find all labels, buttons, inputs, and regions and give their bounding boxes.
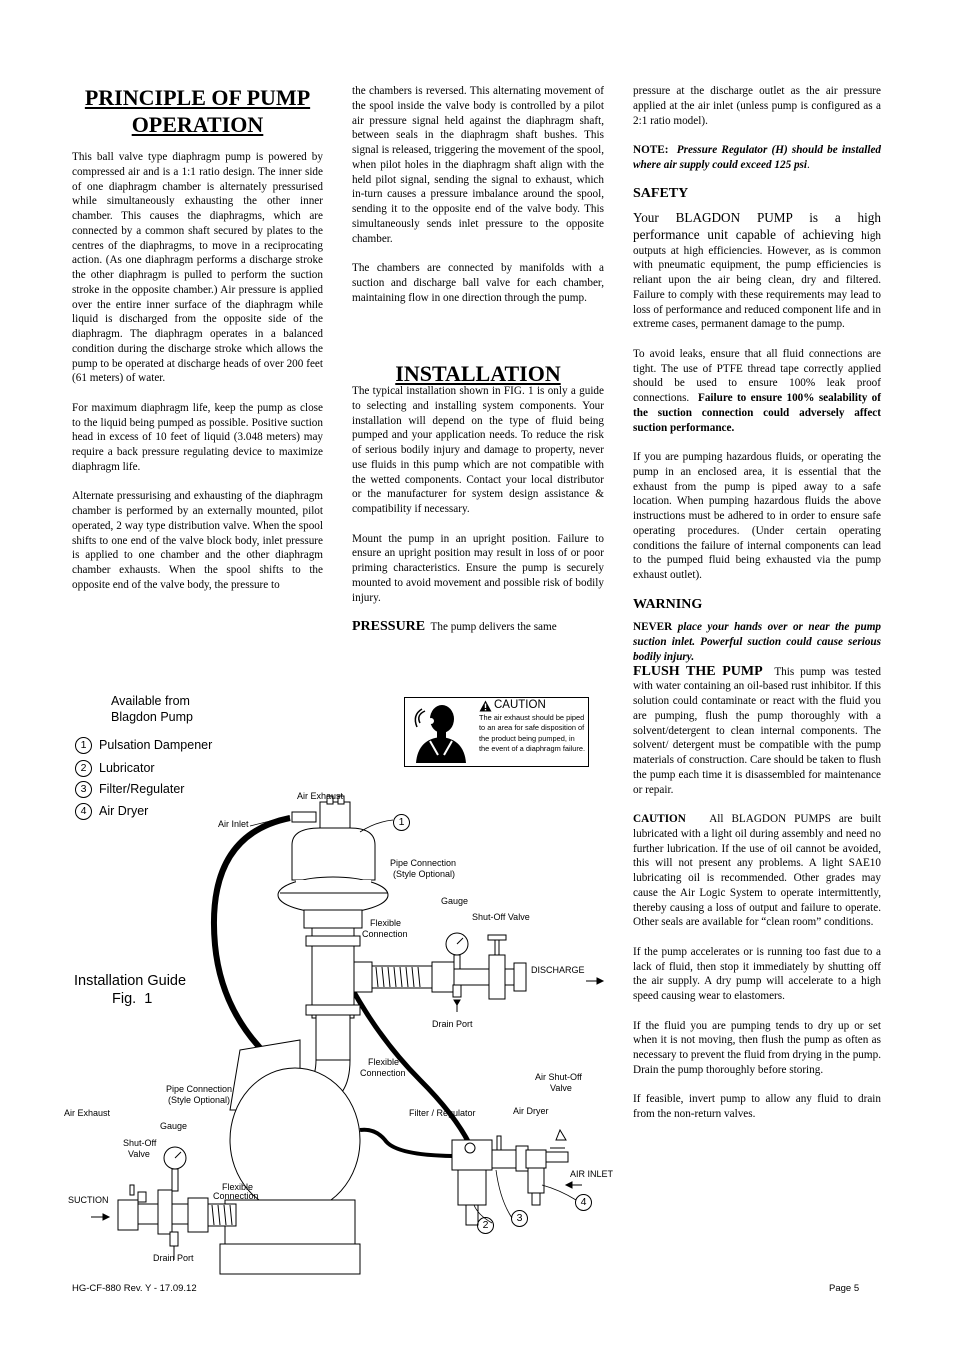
label-drain-port-top: Drain Port [432,1019,473,1029]
caution-title: CAUTION [494,699,546,711]
note-label: NOTE: [633,144,669,156]
note-text: Pressure Regulator (H) should be installed where air supply could exceed 125 psi [633,144,881,171]
legend-label-4: Air Dryer [99,804,149,818]
never-paragraph [633,620,881,664]
caution-label: CAUTION [633,813,686,825]
label-shutoff-left-1: Shut-Off [123,1138,157,1148]
label-air-shutoff-1: Air Shut-Off [535,1072,582,1082]
diagram-number-2: 2 [477,1217,494,1234]
label-filter-regulator: Filter / Regulator [409,1108,476,1118]
flush-heading: FLUSH THE PUMP [633,663,763,679]
label-air-exhaust-left: Air Exhaust [64,1108,111,1118]
legend-label-2: Lubricator [99,761,155,775]
pulsation-dampener [292,828,375,880]
safety-heading: SAFETY [633,186,689,202]
principle-paragraph-1: This ball valve type diaphragm pump is powered by compressed air and is a 1:1 ratio design. The inner side of one diaphragm chamber is alternately pressurised while simultaneously exhausting the other inner chamber. This causes the diaphragms, which are connected by a common shaft secured by plates to the centres of the diaphragms, to move in a reciprocating action. (As one diaphragm performs a discharge stroke the other diaphragm is pulled to perform the suction stroke in the opposite chamber.) Air pressure is applied over the entire inner surface of the diaphragm while liquid is discharged from the opposite side of the diaphragm. The diaphragm operates in a balanced condition during the discharge stroke which allows the pump to be operated at discharge heads of over 200 feet (61 meters) of water. [72,151,323,385]
filter-hose [360,1130,452,1156]
never-label: NEVER [633,621,673,634]
pressure-text: The pump delivers the same [430,621,557,633]
label-pipe-connection-top-1: Pipe Connection [390,858,457,868]
installation-guide-label: Installation Guide [74,973,187,989]
leaks-bold: Failure to ensure 100% sealability of the suction connection could adversely affect suction performance. [633,392,882,434]
installation-paragraph-2: Mount the pump in an upright position. Failure to ensure an upright position may result in loss of or poor priming characteristics. Ensure the pump is securely mounted to avoid movement and possible risk of bodily injury. [352,532,604,604]
label-flexible-left-1: Flexible [222,1182,254,1192]
label-gauge-top: Gauge [441,896,469,906]
pressure-continued: pressure at the discharge outlet as the air pressure applied at the air inlet (unless pump is configured as a 2:1 ratio model). [633,85,881,127]
warning-person-icon [408,701,474,763]
diagram-number-4: 4 [575,1194,592,1211]
warning-heading: WARNING [633,596,703,612]
flush-paragraph [633,665,881,798]
safety-rest: high outputs at high efficiencies. However, as is common with pneumatic equipment, the pump efficiencies is reliant upon the air being clean, dry and filtered. Failure to comply with these requirements may lead to loss of performance and reduced component life and in extreme cases, permanent damage to the pump. [633,229,882,331]
leaks-text: To avoid leaks, ensure that all fluid connections are tight. The use of PTFE thread tape correctly applied should be used to ensure 100% leak proof connections. [633,347,881,404]
principle-title: PRINCIPLE OF PUMP OPERATION [84,85,311,137]
installation-diagram [0,780,954,1280]
safety-paragraph [633,210,881,332]
label-drain-port-bottom: Drain Port [153,1253,194,1263]
legend-label-1: Pulsation Dampener [99,738,213,752]
available-line-1: Available from [111,694,190,708]
column-1 [72,150,323,607]
label-flexible-top-1: Flexible [370,918,402,928]
available-line-2: Blagdon Pump [111,710,194,724]
label-flexible-top-2: Connection [362,929,408,939]
label-shutoff-valve-top: Shut-Off Valve [472,912,530,922]
installation-paragraph-1: The typical installation shown in FIG. 1 is only a guide to selecting and installing system components. Your installation will depend on the type of fluid being pumped and your application needs. To reduce the risk of serious bodily injury and damage to property, never use fluids in this pump which are not compatible with the wetted components. Contact your local distributor or the manufacturer for system design assistance & compatibility if necessary. [352,385,604,515]
installation-title-spacer [352,320,604,384]
safety-lead: Your BLAGDON PUMP is a high performance unit capable of achieving [633,210,881,242]
flush-text: This pump was tested with water containing an oil-based rust inhibitor. If this solution could contaminate or react with the fluid you are pumping, flush the pump thoroughly with a solvent/detergent to clean internal components. The solvent/ detergent must be compatible with the pump materials of construction. Care should be taken to flush the pump each time it is disassembled for maintenance or repair. [633,665,881,796]
label-suction: SUCTION [68,1195,109,1205]
legend-number-2: 2 [75,760,92,777]
installation-title: INSTALLATION [395,361,561,386]
dry-paragraph: If the fluid you are pumping tends to dry up or set when it is not moving, then flush the pump as often as necessary to prevent the fluid from drying in the pump. Drain the pump thoroughly before storing. [633,1019,881,1076]
hazard-paragraph: If you are pumping hazardous fluids, or operating the pump in an enclosed area, it is essential that the exhaust from the pump is piped away to a safe location. When pumping hazardous fluids the above instructions must be adhered to in order to ensure safe operating procedures. (Under certain operating conditions the failure of internal components can lead to the pumped fluid being exhausted via the pump exhaust outlet). [633,451,881,581]
footer-document-id: HG-CF-880 Rev. Y - 17.09.12 [72,1283,197,1294]
label-discharge: DISCHARGE [531,965,585,975]
accelerate-paragraph: If the pump accelerates or is running too fast due to a lack of fluid, then stop it immediately by shutting off the air supply. A dry pump will accelerate to a high speed causing wear to elastomers. [633,945,881,1002]
pressure-paragraph [352,620,604,635]
label-air-inlet: Air Inlet [218,819,249,829]
legend-label-3: Filter/Regulater [99,782,185,796]
label-shutoff-left-2: Valve [128,1149,150,1159]
label-gauge-left: Gauge [160,1121,188,1131]
label-flexible-mid-1: Flexible [368,1057,400,1067]
diagram-number-3: 3 [511,1210,528,1227]
label-pipe-connection-top-2: (Style Optional) [393,869,456,879]
caution-box [404,697,589,767]
label-air-shutoff-2: Valve [550,1083,572,1093]
principle-paragraph-2: For maximum diaphragm life, keep the pump as close to the liquid being pumped as possible. Positive suction head in excess of 10 feet of liquid (3.048 meters) may require a back pressure regulating device to maximize diaphragm life. [72,401,323,473]
principle-paragraph-5: The chambers are connected by manifolds with a suction and discharge ball valve for each chamber, maintaining flow in one direction through the pump. [352,262,604,304]
column-2 [352,84,604,650]
legend-number-3: 3 [75,781,92,798]
label-flexible-mid-2: Connection [360,1068,406,1078]
caution-body: The air exhaust should be piped to an area for safe disposition of the product being pumped, in the event of a diaphragm failure. [479,713,585,753]
principle-paragraph-4: the chambers is reversed. This alternating movement of the spool inside the valve body is controlled by a pilot air pressure signal held against the diaphragm shaft, between seals in the diaphragm shaft bushes. This signal is released, triggering the movement of the spool, when pilot holes in the diaphragm shaft align with the held pilot signal, sending the signal to exhaust, which in-turn causes a pressure imbalance around the spool, sending it to the opposite end of the valve body. This simultaneously sends inlet pressure to the opposite chamber. [352,85,604,245]
leaks-paragraph [633,347,881,436]
figure-number-label: Fig. 1 [112,991,153,1007]
never-text: place your hands over or near the pump suction inlet. Powerful suction could cause serious bodily injury. [633,621,881,663]
note-paragraph: NOTE: Pressure Regulator (H) should be installed where air supply could exceed 125 psi. [633,144,881,171]
label-air-exhaust-top: Air Exhaust [297,791,344,801]
diagram-number-1: 1 [393,814,410,831]
pressure-heading: PRESSURE [352,619,426,634]
caution-triangle-icon [479,700,492,712]
caution-text: All BLAGDON PUMPS are built lubricated with a light oil during assembly and need no further lubrication. If the use of oil cannot be avoided, this will not present any problems. A light SAE10 lubricating oil is recommended. Other grades may cause the Air Logic System to operate intermittently, thereby causing a loss of output and failure to operate. Other seals are available for “clean room” conditions. [633,813,881,929]
legend-number-1: 1 [75,737,92,754]
principle-paragraph-3: Alternate pressurising and exhausting of the diaphragm chamber is performed by an externally mounted, pilot operated, 2 way type distribution valve. When the spool shifts to one end of the valve block body, inlet pressure is applied to one chamber and the other diaphragm chamber exhausts. When the spool shifts to the opposite end of the valve body, the pressure to [72,490,323,591]
label-air-inlet-caps: AIR INLET [570,1169,614,1179]
label-flexible-left-2: Connection [213,1191,259,1201]
legend-number-4: 4 [75,803,92,820]
footer-page-number: Page 5 [829,1283,860,1294]
invert-paragraph: If feasible, invert pump to allow any fluid to drain from the non-return valves. [633,1093,881,1120]
label-pipe-connection-left-2: (Style Optional) [168,1095,231,1105]
label-pipe-connection-left-1: Pipe Connection [166,1084,233,1094]
label-air-dryer: Air Dryer [513,1106,549,1116]
